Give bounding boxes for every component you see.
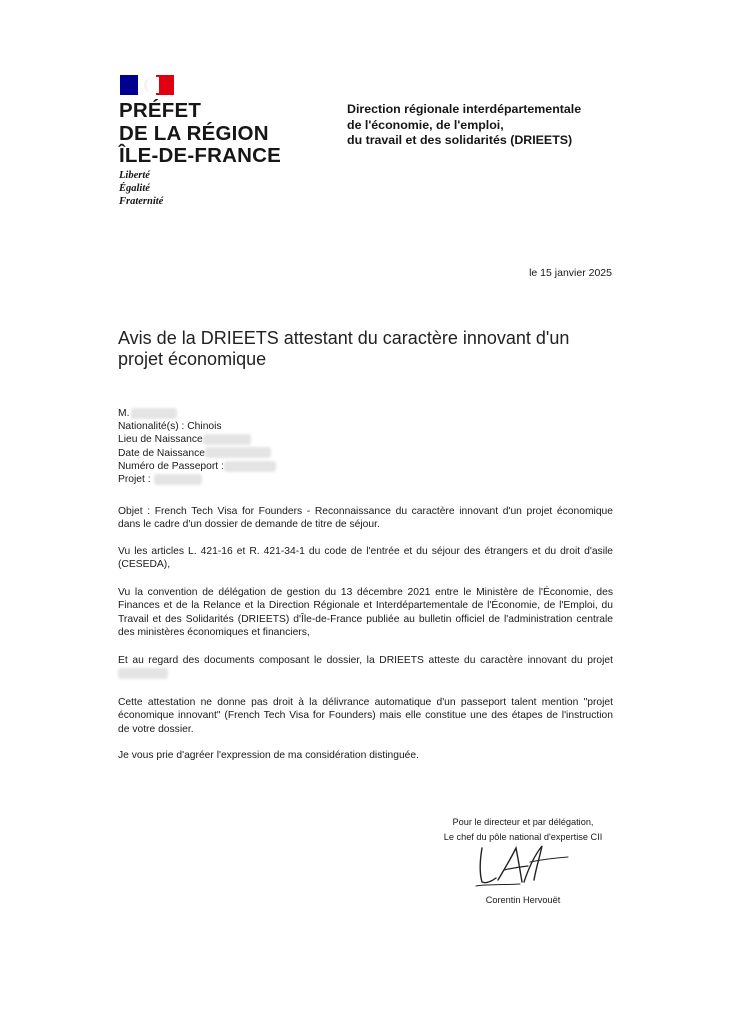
prefet-title (119, 100, 281, 168)
redacted-value (118, 668, 168, 679)
redacted-value (205, 447, 271, 458)
motto-line: Fraternité (119, 196, 164, 207)
info-projet: Projet : (118, 473, 276, 486)
direction-name (347, 102, 581, 149)
redacted-value (203, 434, 251, 445)
applicant-info (118, 407, 276, 486)
paragraph-ceseda: Vu les articles L. 421-16 et R. 421-34-1 du code de l'entrée et du séjour des étrangers et du droit d'asile (CESEDA), (118, 546, 613, 571)
french-flag-logo (120, 75, 174, 95)
paragraph-convention: Vu la convention de délégation de gestion du 13 décembre 2021 entre le Ministère de l'Économie, des Finances et de la Relance et la Direction Régionale et Interdépartementale de l'Économie, de l'Emploi, du Travail et des Solidarités (DRIEETS) d'Île-de-France publiée au bulletin officiel de l'administration centrale des ministères économiques et financiers, (118, 587, 613, 638)
redacted-value (131, 408, 177, 419)
signature-line: Pour le directeur et par délégation, (452, 817, 594, 827)
motto-line: Liberté (119, 170, 150, 181)
prefet-line: DE LA RÉGION (119, 121, 269, 145)
redacted-value (224, 461, 276, 472)
signature-line: Le chef du pôle national d'expertise CII (443, 832, 603, 842)
info-nationalite: Nationalité(s) : Chinois (118, 421, 222, 433)
info-date: Date de Naissance (118, 447, 276, 460)
republic-motto (119, 169, 163, 208)
signer-name: Corentin Hervouët (485, 895, 561, 905)
direction-line: Direction régionale interdépartementale (347, 102, 582, 116)
handwritten-signature (470, 840, 570, 892)
redacted-value (154, 474, 202, 485)
prefet-line: PRÉFET (119, 99, 202, 122)
paragraph-disclaimer: Cette attestation ne donne pas droit à la délivrance automatique d'un passeport talent mention "projet économique innovant" (French Tech Visa for Founders) mais elle constitue une des étapes de l'instruction de votre dossier. (118, 697, 613, 735)
marianne-icon (144, 77, 159, 93)
motto-line: Égalité (119, 183, 150, 194)
letter-date: le 15 janvier 2025 (529, 267, 612, 279)
direction-line: du travail et des solidarités (DRIEETS) (347, 133, 573, 147)
paragraph-closing: Je vous prie d'agréer l'expression de ma considération distinguée. (118, 750, 419, 761)
info-passeport: Numéro de Passeport : (118, 460, 276, 473)
paragraph-objet: Objet : French Tech Visa for Founders - Reconnaissance du caractère innovant d'un projet économique dans le cadre d'un dossier de demande de titre de séjour. (118, 506, 613, 531)
info-lieu: Lieu de Naissance (118, 433, 276, 446)
paragraph-attestation: Et au regard des documents composant le dossier, la DRIEETS atteste du caractère innovant du projet (118, 654, 613, 681)
document-title: Avis de la DRIEETS attestant du caractère innovant d'un projet économique (118, 328, 570, 369)
prefet-line: ÎLE-DE-FRANCE (119, 144, 282, 167)
direction-line: de l'économie, de l'emploi, (347, 117, 504, 132)
info-m: M. (118, 407, 276, 420)
